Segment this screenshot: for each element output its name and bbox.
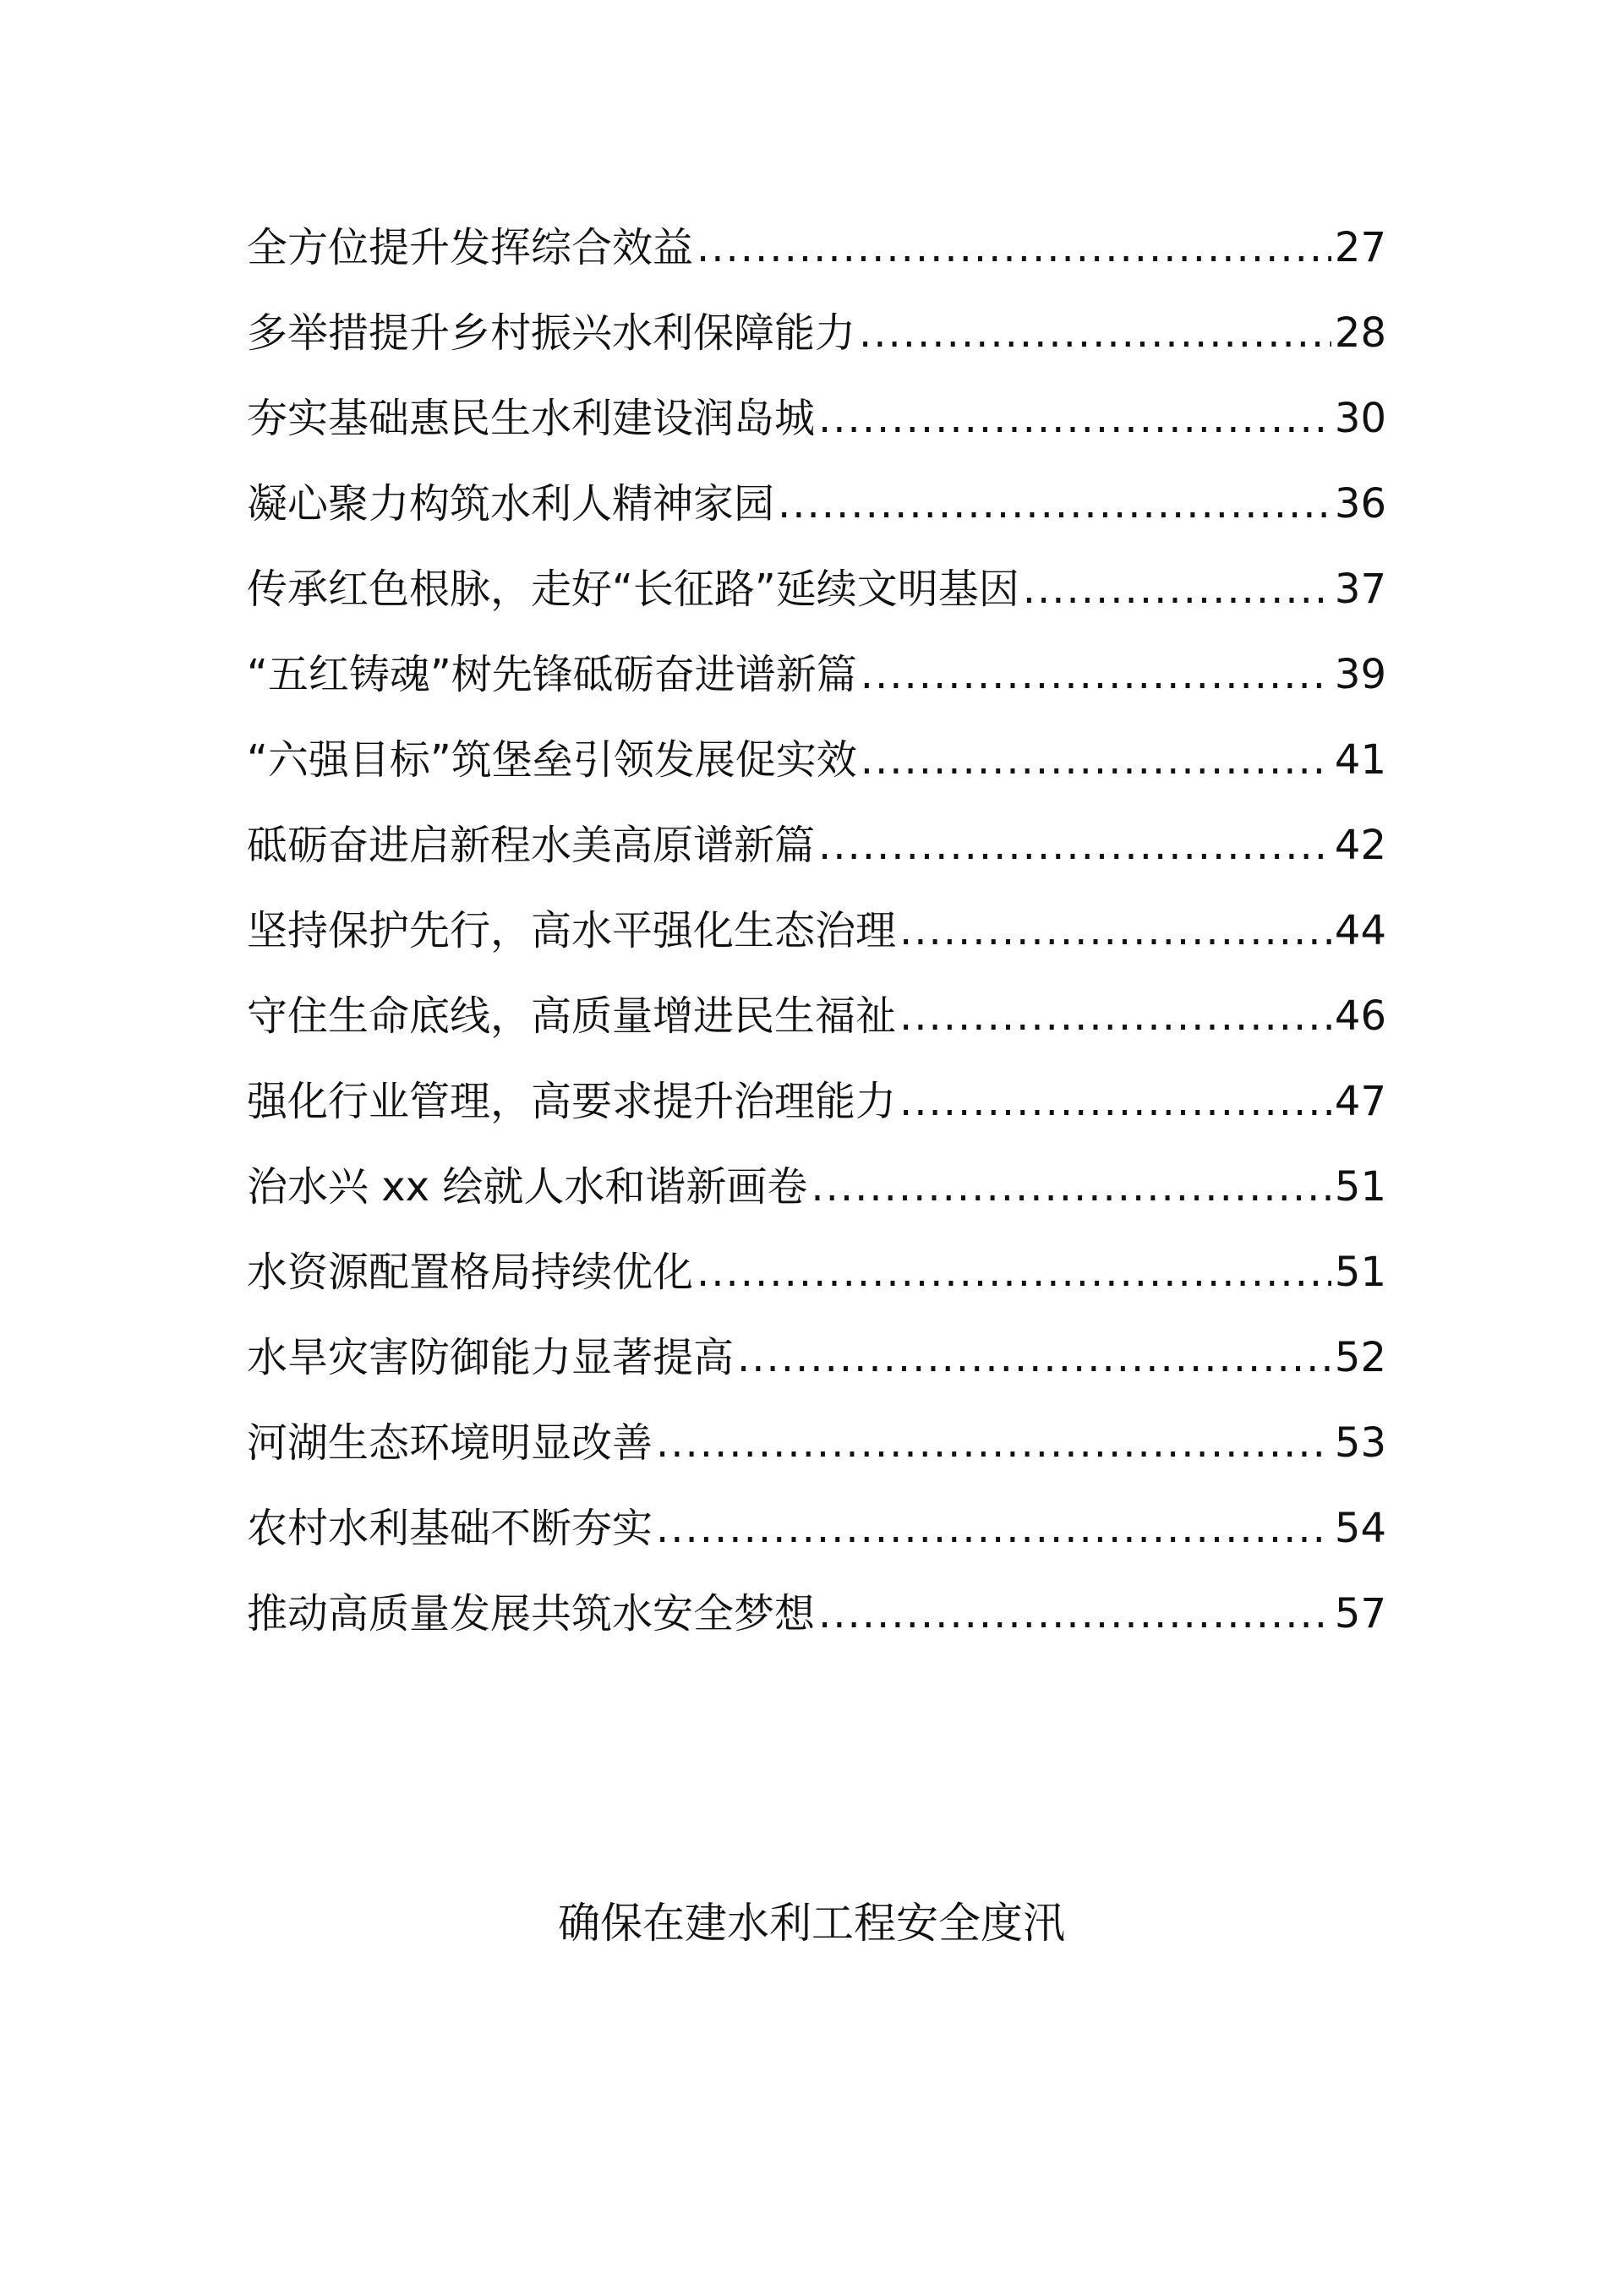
toc-entry-title: 河湖生态环境明显改善 <box>247 1419 653 1467</box>
toc-dot-leader <box>818 816 1331 875</box>
toc-entry[interactable] <box>247 730 1386 816</box>
toc-entry-page: 27 <box>1334 224 1386 271</box>
toc-entry[interactable] <box>247 1413 1386 1499</box>
toc-entry-page: 47 <box>1334 1078 1386 1125</box>
toc-entry-title: 守住生命底线，高质量增进民生福祉 <box>247 992 897 1040</box>
toc-entry-title: 水资源配置格局持续优化 <box>247 1249 694 1296</box>
toc-dot-leader <box>861 645 1331 704</box>
toc-entry[interactable] <box>247 1499 1386 1584</box>
toc-entry-page: 46 <box>1334 992 1386 1040</box>
toc-entry[interactable] <box>247 645 1386 730</box>
toc-entry[interactable] <box>247 1584 1386 1670</box>
toc-entry[interactable] <box>247 303 1386 389</box>
toc-entry[interactable] <box>247 1157 1386 1243</box>
toc-entry[interactable] <box>247 474 1386 560</box>
toc-entry[interactable] <box>247 389 1386 474</box>
toc-entry[interactable] <box>247 901 1386 987</box>
toc-dot-leader <box>697 1243 1331 1302</box>
section-heading: 确保在建水利工程安全度汛 <box>558 1899 1065 1948</box>
toc-entry-page: 44 <box>1334 907 1386 954</box>
toc-entry-page: 57 <box>1334 1590 1386 1637</box>
toc-entry[interactable] <box>247 987 1386 1072</box>
toc-dot-leader <box>656 1413 1331 1473</box>
toc-entry[interactable] <box>247 560 1386 645</box>
toc-entry-title: 凝心聚力构筑水利人精神家园 <box>247 480 775 528</box>
toc-entry[interactable] <box>247 218 1386 303</box>
toc-entry-page: 54 <box>1334 1505 1386 1552</box>
toc-entry-title: “六强目标”筑堡垒引领发展促实效 <box>247 736 857 784</box>
toc-entry[interactable] <box>247 1072 1386 1157</box>
toc-entry[interactable] <box>247 1328 1386 1413</box>
toc-entry-page: 53 <box>1334 1419 1386 1467</box>
toc-entry-page: 41 <box>1334 736 1386 784</box>
toc-dot-leader <box>899 1072 1331 1131</box>
toc-entry[interactable] <box>247 816 1386 901</box>
toc-entry-title: 水旱灾害防御能力显著提高 <box>247 1334 735 1381</box>
toc-dot-leader <box>697 218 1331 277</box>
toc-dot-leader <box>1023 560 1331 619</box>
toc-dot-leader <box>899 901 1331 960</box>
toc-entry-page: 52 <box>1334 1334 1386 1381</box>
toc-entry-page: 51 <box>1334 1249 1386 1296</box>
toc-entry-title: 强化行业管理，高要求提升治理能力 <box>247 1078 897 1125</box>
toc-entry-title: 砥砺奋进启新程水美高原谱新篇 <box>247 822 816 869</box>
toc-dot-leader <box>811 1157 1331 1216</box>
toc-dot-leader <box>778 474 1331 533</box>
table-of-contents <box>247 218 1386 1670</box>
toc-entry-title: “五红铸魂”树先锋砥砺奋进谱新篇 <box>247 651 857 698</box>
toc-entry-title: 夯实基础惠民生水利建设润岛城 <box>247 395 816 442</box>
toc-dot-leader <box>861 730 1331 790</box>
toc-entry-title: 农村水利基础不断夯实 <box>247 1505 653 1552</box>
toc-entry-page: 42 <box>1334 822 1386 869</box>
toc-entry-title: 坚持保护先行，高水平强化生态治理 <box>247 907 897 954</box>
toc-entry-page: 36 <box>1334 480 1386 528</box>
toc-dot-leader <box>737 1328 1331 1387</box>
toc-entry-page: 51 <box>1334 1163 1386 1211</box>
toc-entry-page: 30 <box>1334 395 1386 442</box>
toc-entry-title: 多举措提升乡村振兴水利保障能力 <box>247 309 856 357</box>
toc-entry-title: 治水兴 xx 绘就人水和谐新画卷 <box>247 1163 808 1211</box>
toc-dot-leader <box>656 1499 1331 1558</box>
toc-entry-page: 39 <box>1334 651 1386 698</box>
toc-entry-title: 推动高质量发展共筑水安全梦想 <box>247 1590 816 1637</box>
toc-entry-page: 37 <box>1334 566 1386 613</box>
toc-dot-leader <box>818 1584 1331 1643</box>
toc-entry[interactable] <box>247 1243 1386 1328</box>
toc-dot-leader <box>859 303 1331 363</box>
toc-dot-leader <box>899 987 1331 1046</box>
toc-entry-page: 28 <box>1334 309 1386 357</box>
toc-dot-leader <box>818 389 1331 448</box>
toc-entry-title: 传承红色根脉，走好“长征路”延续文明基因 <box>247 566 1019 613</box>
toc-entry-title: 全方位提升发挥综合效益 <box>247 224 694 271</box>
